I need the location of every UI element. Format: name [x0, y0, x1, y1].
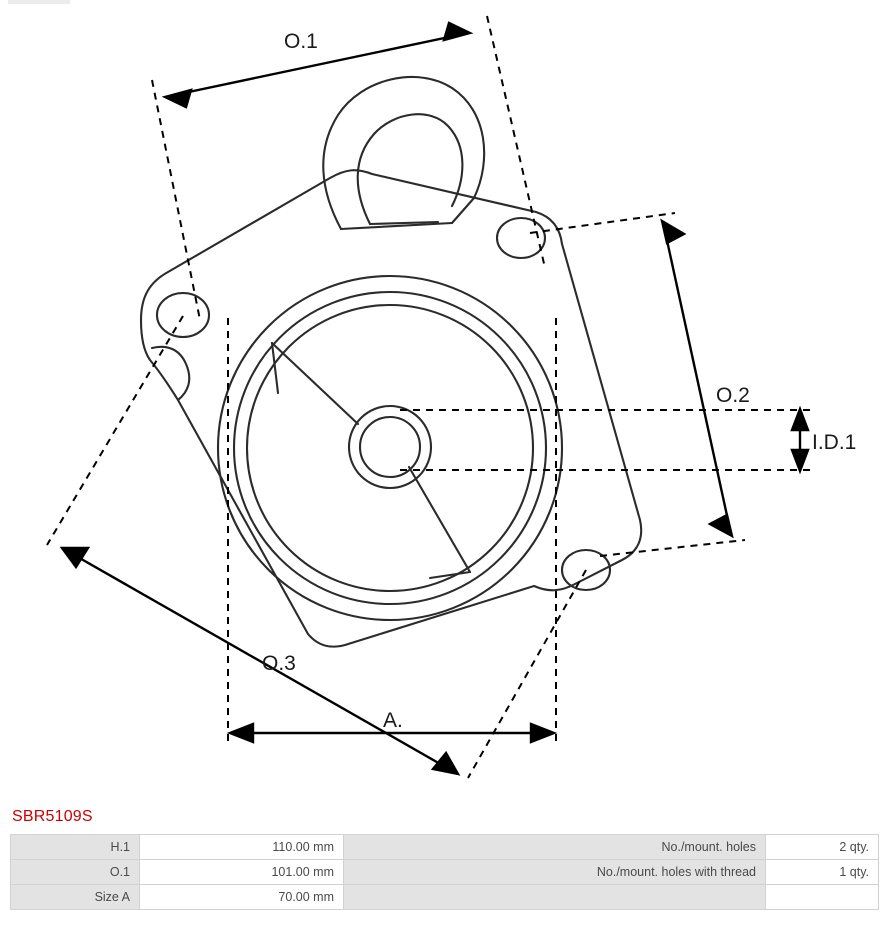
dim-label-o1: O.1: [284, 30, 318, 53]
spec-label-size-a: Size A: [11, 885, 140, 910]
construction-lines: [47, 16, 810, 778]
table-row: [11, 885, 879, 910]
radial-ribs: [272, 343, 470, 578]
dimension-arrows: [62, 23, 808, 774]
spec-label-mount-holes-thread: No./mount. holes with thread: [344, 860, 766, 885]
spec-label-o1: O.1: [11, 860, 140, 885]
spec-empty-label: [344, 885, 766, 910]
part-code: SBR5109S: [12, 808, 93, 825]
spec-value-h1: 110.00 mm: [140, 835, 344, 860]
bore-circles: [218, 276, 562, 620]
dim-label-id1: I.D.1: [812, 431, 857, 454]
specification-block: [10, 808, 879, 910]
spec-value-o1: 101.00 mm: [140, 860, 344, 885]
spec-value-mount-holes-thread: 1 qty.: [766, 860, 879, 885]
dim-label-o2: O.2: [716, 384, 750, 407]
spec-label-h1: H.1: [11, 835, 140, 860]
center-hub: [349, 406, 431, 488]
dim-label-a: A.: [383, 709, 403, 732]
spec-value-size-a: 70.00 mm: [140, 885, 344, 910]
spec-table: [10, 834, 879, 910]
spec-empty-value: [766, 885, 879, 910]
lifting-eye: [323, 77, 484, 229]
housing-outline: [141, 170, 641, 646]
dim-label-o3: O.3: [262, 652, 296, 675]
spec-value-mount-holes: 2 qty.: [766, 835, 879, 860]
table-row: [11, 835, 879, 860]
table-row: [11, 860, 879, 885]
spec-label-mount-holes: No./mount. holes: [344, 835, 766, 860]
mount-hole-left: [157, 293, 209, 337]
